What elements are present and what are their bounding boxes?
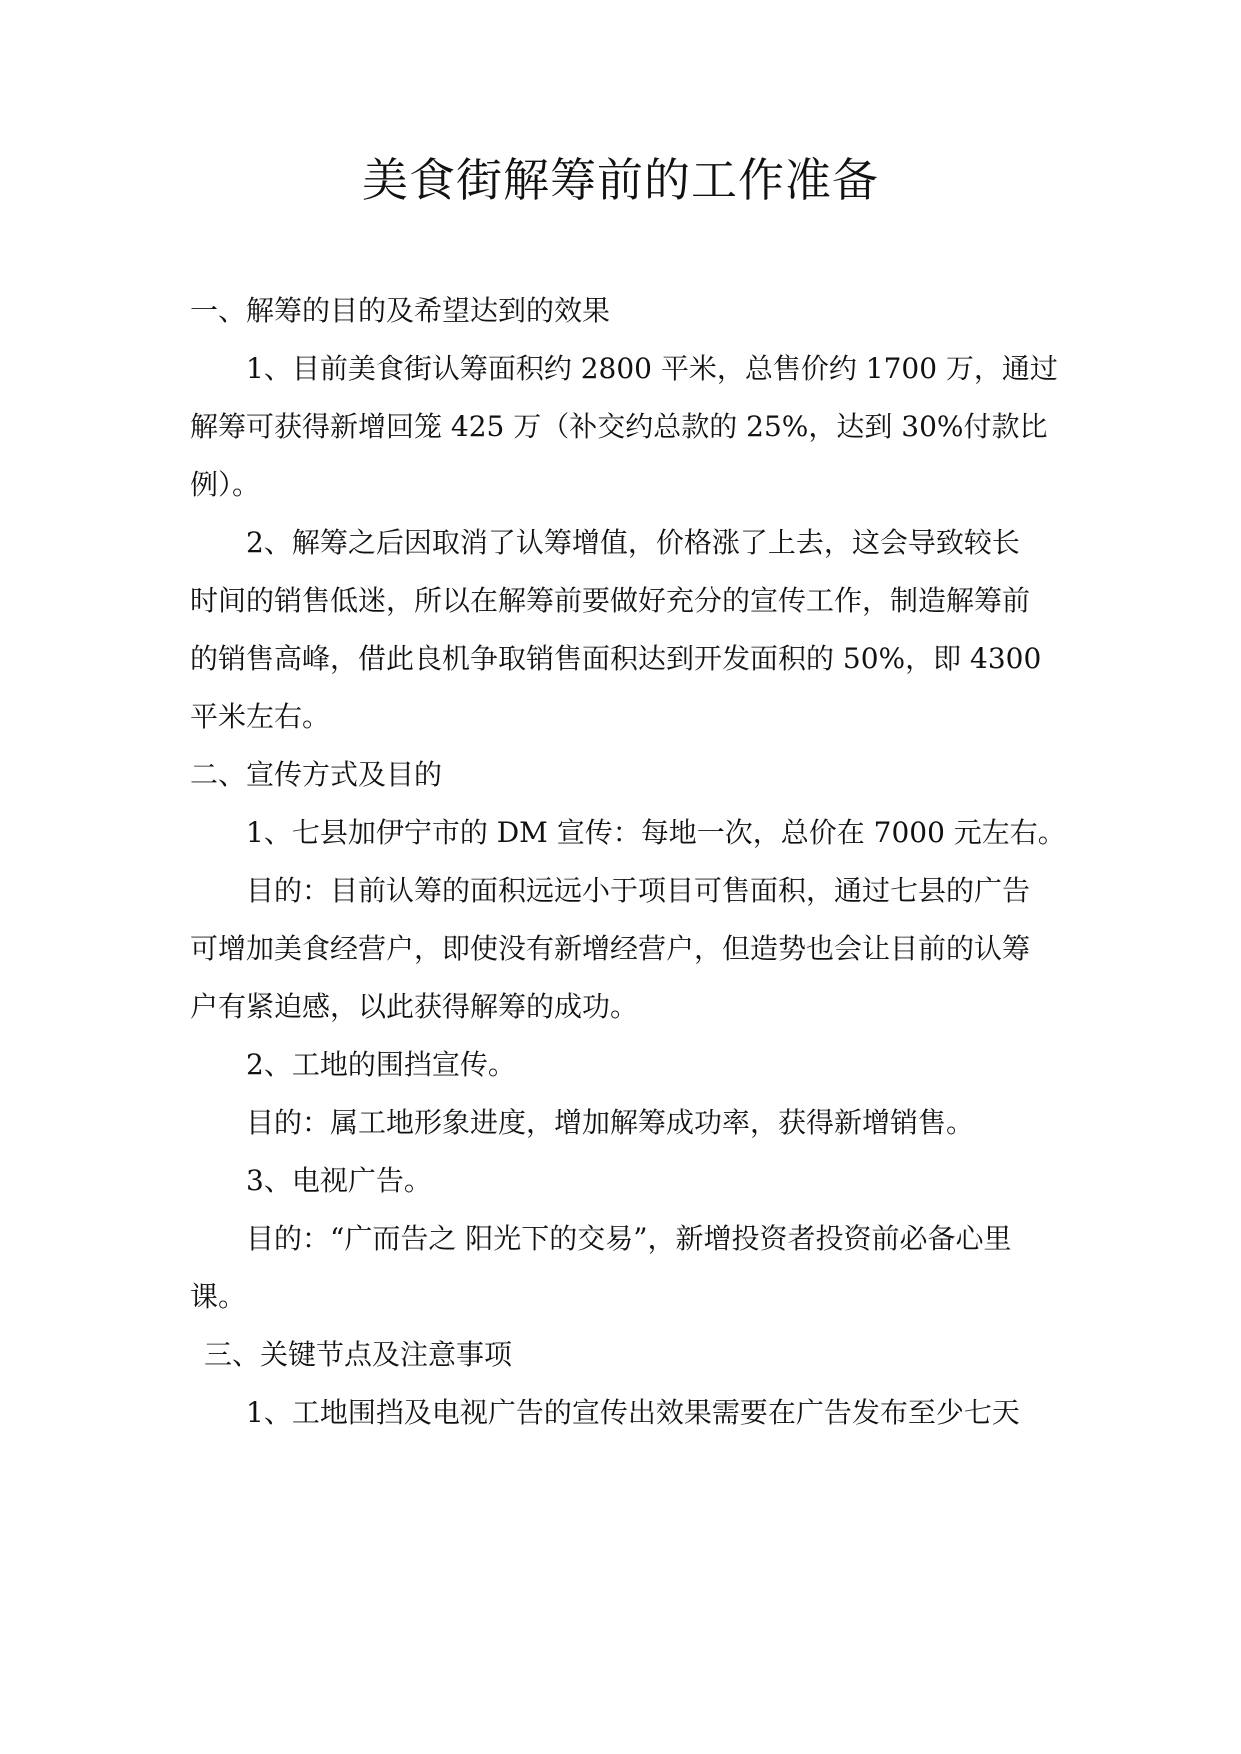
text-line: 可增加美食经营户，即使没有新增经营户，但造势也会让目前的认筹 — [190, 932, 1031, 965]
text-line: 平米左右。 — [190, 700, 331, 733]
text-line: 例）。 — [190, 468, 261, 501]
text-line: 1、工地围挡及电视广告的宣传出效果需要在广告发布至少七天 — [246, 1396, 1020, 1429]
text-line: 目的：目前认筹的面积远远小于项目可售面积，通过七县的广告 — [246, 874, 1031, 907]
text-line: 目的：“广而告之 阳光下的交易”，新增投资者投资前必备心里 — [246, 1222, 1012, 1255]
text-line: 3、电视广告。 — [246, 1164, 432, 1197]
text-line: 1、七县加伊宁市的 DM 宣传：每地一次，总价在 7000 元左右。 — [246, 816, 1066, 849]
text-line: 二、宣传方式及目的 — [190, 758, 443, 791]
text-line: 一、解筹的目的及希望达到的效果 — [190, 294, 611, 327]
document-body — [190, 282, 1068, 1442]
text-line: 目的：属工地形象进度，增加解筹成功率，获得新增销售。 — [246, 1106, 975, 1139]
document-title: 美食街解筹前的工作准备 — [362, 153, 879, 207]
text-line: 的销售高峰，借此良机争取销售面积达到开发面积的 50%，即 4300 — [190, 642, 1042, 675]
text-line: 时间的销售低迷，所以在解筹前要做好充分的宣传工作，制造解筹前 — [190, 584, 1031, 617]
text-line: 1、目前美食街认筹面积约 2800 平米，总售价约 1700 万，通过 — [246, 352, 1058, 385]
text-line: 2、工地的围挡宣传。 — [246, 1048, 516, 1081]
text-line: 户有紧迫感，以此获得解筹的成功。 — [190, 990, 639, 1023]
text-line: 2、解筹之后因取消了认筹增值，价格涨了上去，这会导致较长 — [246, 526, 1020, 559]
text-line: 课。 — [190, 1280, 247, 1313]
text-line: 三、关键节点及注意事项 — [204, 1338, 513, 1371]
text-line: 解筹可获得新增回笼 425 万（补交约总款的 25%，达到 30%付款比 — [190, 410, 1048, 443]
